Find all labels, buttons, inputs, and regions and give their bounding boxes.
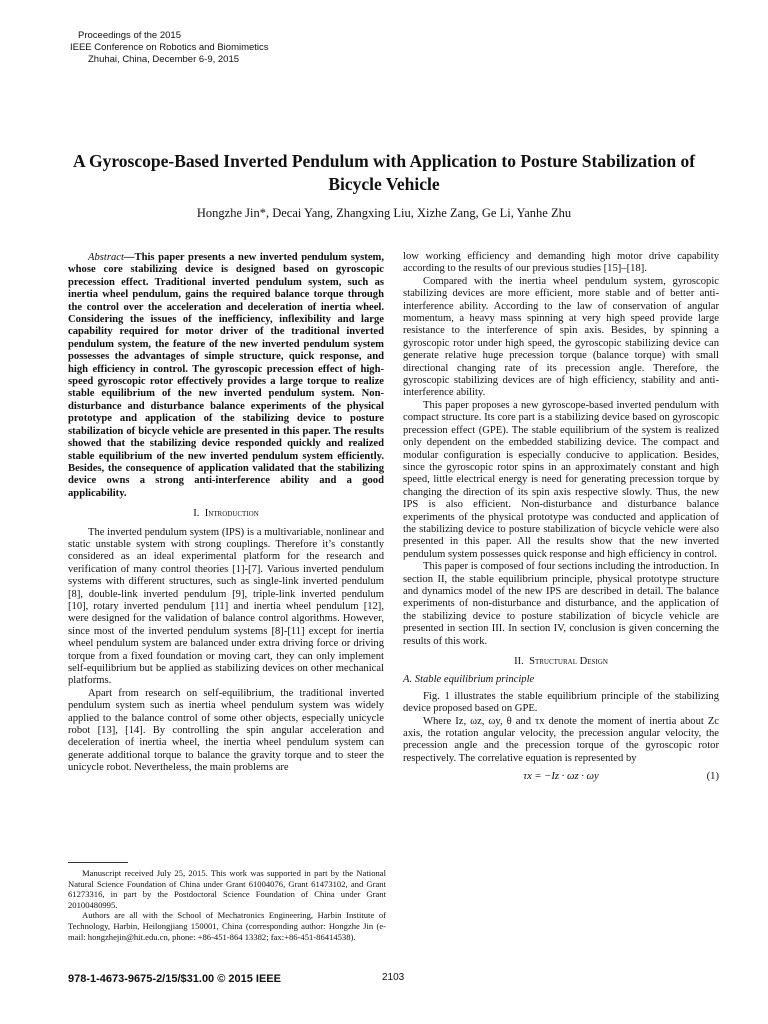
isbn-copyright: 978-1-4673-9675-2/15/$31.00 © 2015 IEEE <box>68 973 281 985</box>
abstract-text: —This paper presents a new inverted pendulum system, whose core stabilizing device is designed based on gyroscopic precession effect. Traditional inverted pendulum system, such as inertia wheel pendulum, gains the required balance torque through the control over the acceleration and deceleration of inertia wheel. Considering the issues of the inefficiency, inflexibility and large capability required for motor driver of the traditional inverted pendulum system, the feature of the new inverted pendulum system possesses the advantages of simple structure, quick response, and high efficiency in control. The gyroscopic precession effect of high-speed gyroscopic rotor effectively provides a large torque to realize stable equilibrium of the new inverted pendulum system. Non-disturbance and disturbance balance experiments of the physical prototype and application of the stabilizing device to posture stabilization of bicycle vehicle are presented in this paper. The results showed that the stabilizing device responded quickly and realized stable equilibrium of the new inverted pendulum system efficiently. Besides, the consequence of application validated that the stabilizing device owns a strong anti-interference ability and a good applicability. <box>68 252 384 499</box>
right-column <box>403 251 719 784</box>
section-1-number: I. <box>193 508 200 520</box>
page-number: 2103 <box>382 972 405 983</box>
footnote <box>68 868 386 942</box>
abstract <box>68 252 384 500</box>
footnote-divider <box>68 862 128 863</box>
paper-title: A Gyroscope-Based Inverted Pendulum with Application to Posture Stabilization of Bicycle Vehicle <box>72 151 696 194</box>
subsection-a-heading: A. Stable equilibrium principle <box>403 674 535 686</box>
equation-1-number: (1) <box>706 771 719 783</box>
intro-paragraph-3: Compared with the inertia wheel pendulum system, gyroscopic stabilizing devices are more efficient, more stable and of better anti-interference ability. According to the law of conservation of angular momentum, a heavy mass spinning at very high speed provide large resistance to the interference of spin axis. Besides, by spinning a gyroscopic rotor under high speed, the gyroscopic stabilizing device can generate relative huge precession torque (balance torque) with small directional changing rate of its precession angle. Therefore, the gyroscopic stabilizing devices are of high efficiency, stability and anti-interference ability. <box>403 275 719 399</box>
design-paragraph-1: Fig. 1 illustrates the stable equilibrium principle of the stabilizing device proposed based on GPE. <box>403 690 719 715</box>
equation-1-body: τx = −Iz · ωz · ωy <box>523 771 599 783</box>
proceedings-line-1: Proceedings of the 2015 <box>78 30 181 41</box>
section-1-heading <box>68 508 384 520</box>
section-2-number: II. <box>514 656 524 667</box>
author-list: Hongzhe Jin*, Decai Yang, Zhangxing Liu, Xizhe Zang, Ge Li, Yanhe Zhu <box>196 206 572 220</box>
proceedings-line-2: IEEE Conference on Robotics and Biomimetics <box>70 42 269 53</box>
proceedings-line-3: Zhuhai, China, December 6-9, 2015 <box>88 54 240 65</box>
proceedings-header <box>70 30 269 66</box>
intro-paragraph-2: Apart from research on self-equilibrium, the traditional inverted pendulum system such as inertia wheel pendulum system was widely applied to the balance control of some other objects, especially unicycle robot [13], [14]. By controlling the spin angular acceleration and deceleration of inertia wheel, the inertia wheel pendulum system can generate additional torque to balance the gravity torque and to steer the unicycle robot. Nevertheless, the main problems are <box>68 687 384 774</box>
section-2-heading <box>403 656 719 668</box>
footnote-manuscript: Manuscript received July 25, 2015. This work was supported in part by the National Natural Science Foundation of China under Grant 61004076, Grant 61473102, and Grant 61273316, in part by the Postdoctoral Science Foundation of China under Grant 20100480995. <box>68 868 386 910</box>
section-2-title: Structural Design <box>529 656 608 667</box>
section-1-title: Introduction <box>204 508 259 520</box>
design-paragraph-2: Where Iz, ωz, ωy, θ and τx denote the moment of inertia about Zc axis, the rotation angular velocity, the precession angular velocity, the precession angle and the precession torque of the gyroscopic rotor respectively. The correlative equation is represented by <box>403 715 719 764</box>
abstract-label: Abstract <box>88 252 124 263</box>
intro-paragraph-1: The inverted pendulum system (IPS) is a multivariable, nonlinear and static unstable system with strong couplings. Therefore it’s constantly considered as an ideal experimental platform for the research and verification of many control theories [1]-[7]. Various inverted pendulum systems with different structures, such as single-link inverted pendulum [8], double-link inverted pendulum [9], triple-link inverted pendulum [10], rotary inverted pendulum [11] and inertia wheel pendulum [12], were designed for the validation of balance control algorithms. However, since most of the inverted pendulum systems [8]-[11] except for inertia wheel pendulum system are balanced under extra driving force or driving torque from a fixed foundation or moving cart, they can only implement self-equilibrium but be applied as stabilizing devices on other mechanical platforms. <box>68 526 384 687</box>
footnote-affiliation: Authors are all with the School of Mechatronics Engineering, Harbin Institute of Technology, Harbin, Heilongjiang 150001, China (corresponding author: Hongzhe Jin (e-mail: hongzhejin@hit.edu.cn, phone: +86-451-864 13382; fax:+86-451-86414538). <box>68 910 386 942</box>
left-column <box>68 252 384 775</box>
intro-paragraph-4: This paper proposes a new gyroscope-based inverted pendulum with compact structure. Its core part is a stabilizing device based on gyroscopic precession effect (GPE). The stable equilibrium of the system is realized only dependent on the embedded stabilizing device. The compact and modular configuration is especially conducive to application. Besides, since the gyroscopic rotor spins in an approximately constant and high speed, little electrical energy is need for generating precession torque by changing the direction of its spin axis respective slowly. Thus, the new IPS is also efficient. Non-disturbance and disturbance balance experiments of the physical prototype was conducted and application of the stabilizing device to posture stabilization of bicycle vehicle were also presented in this paper. All the results show that the new inverted pendulum system possesses quick response and high efficiency in control. <box>403 399 719 560</box>
intro-paragraph-2-continued: low working efficiency and demanding high motor drive capability according to the results of our previous studies [15]–[18]. <box>403 251 719 275</box>
equation-1 <box>403 771 719 783</box>
intro-paragraph-5: This paper is composed of four sections including the introduction. In section II, the stable equilibrium principle, physical prototype structure and dynamics model of the new IPS are described in detail. The balance experiments of non-disturbance and disturbance, and the application of the stabilizing device to posture stabilization of bicycle vehicle are presented in section III. In section IV, conclusion is given concerning the results of this work. <box>403 561 719 647</box>
